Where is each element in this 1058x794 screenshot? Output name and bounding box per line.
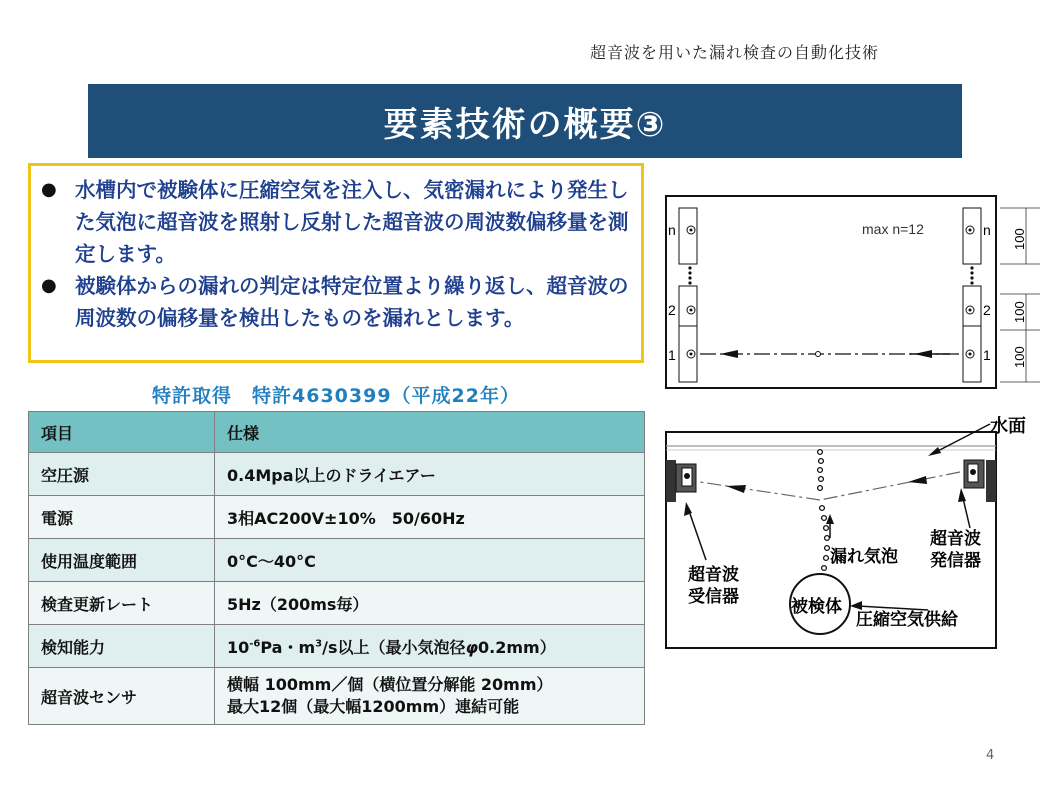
water-tank-diagram (660, 412, 1052, 652)
summary-bullet-2 (41, 270, 633, 334)
bullet-dot: ● (41, 179, 57, 200)
table-cell: 検知能力 (29, 625, 215, 668)
detection-rest: /s以上（最小気泡径 (322, 637, 466, 657)
leak-bubbles-label: 漏れ気泡 (830, 547, 898, 567)
summary-bullet-text: 被験体からの漏れの判定は特定位置より繰り返し、超音波の周波数の偏移量を検出したものを漏れとします。 (75, 274, 629, 330)
table-row (29, 453, 645, 496)
summary-box (28, 163, 644, 363)
page-title: 要素技術の概要③ (383, 104, 667, 145)
bullet-dot: ● (41, 275, 57, 296)
table-row (29, 496, 645, 539)
left-sensor-column (679, 208, 697, 382)
left-label-1: 1 (668, 347, 676, 363)
page-number: 4 (986, 748, 995, 763)
detection-exp: -6 (249, 638, 261, 650)
table-cell: 0°C〜40°C (215, 539, 645, 582)
right-label-n: n (983, 222, 991, 238)
table-header-item: 項目 (29, 412, 215, 453)
test-object-label: 被検体 (791, 597, 842, 617)
right-sensor-column (963, 208, 981, 382)
sensor-line-1: 横幅 100mm／個（横位置分解能 20mm） (227, 675, 553, 694)
table-row (29, 668, 645, 725)
table-header-spec: 仕様 (215, 412, 645, 453)
receiver-label-1: 超音波 (688, 565, 739, 585)
receiver-label-2: 受信器 (688, 587, 739, 607)
detection-mid: Pa・m (260, 637, 316, 657)
table-cell: 検査更新レート (29, 582, 215, 625)
table-cell: 5Hz（200ms毎） (215, 582, 645, 625)
dimension-label-mid: 100 (1012, 301, 1027, 323)
sensor-array-diagram (660, 190, 1044, 402)
table-row (29, 625, 645, 668)
table-header-row (29, 412, 645, 453)
detection-exp2: 3 (315, 638, 323, 650)
table-cell: 電源 (29, 496, 215, 539)
detection-cell (215, 625, 645, 668)
sensor-cell (215, 668, 645, 725)
left-label-n: n (668, 222, 676, 238)
left-label-2: 2 (668, 302, 676, 318)
transmitter-label-1: 超音波 (930, 529, 981, 549)
table-cell: 空圧源 (29, 453, 215, 496)
patent-note: 特許取得 特許4630399（平成22年） (152, 385, 520, 407)
table-cell: 0.4Mpa以上のドライエアー (215, 453, 645, 496)
summary-bullet-text: 水槽内で被験体に圧縮空気を注入し、気密漏れにより発生した気泡に超音波を照射し反射した超音波の周波数偏移量を測定します。 (75, 178, 629, 266)
detection-base: 10 (227, 637, 250, 657)
dimension-label-bottom: 100 (1012, 346, 1027, 368)
right-label-1: 1 (983, 347, 991, 363)
dimension-label-top: 100 (1012, 228, 1027, 250)
table-cell: 超音波センサ (29, 668, 215, 725)
sensor-line-2: 最大12個（最大幅1200mm）連結可能 (227, 697, 520, 716)
table-row (29, 582, 645, 625)
spec-table (28, 411, 645, 725)
water-surface-label: 水面 (990, 416, 1026, 437)
header-caption: 超音波を用いた漏れ検査の自動化技術 (590, 43, 880, 62)
transmitter-label-2: 発信器 (930, 551, 981, 571)
right-label-2: 2 (983, 302, 991, 318)
title-banner (88, 84, 962, 158)
max-n-label: max n=12 (862, 221, 924, 237)
summary-bullet-1 (41, 174, 633, 270)
table-cell: 3相AC200V±10% 50/60Hz (215, 496, 645, 539)
detection-phi: φ (465, 637, 479, 657)
table-row (29, 539, 645, 582)
air-supply-label: 圧縮空気供給 (856, 610, 958, 630)
table-cell: 使用温度範囲 (29, 539, 215, 582)
detection-tail: 0.2mm） (478, 637, 556, 657)
bubble-point (816, 352, 821, 357)
